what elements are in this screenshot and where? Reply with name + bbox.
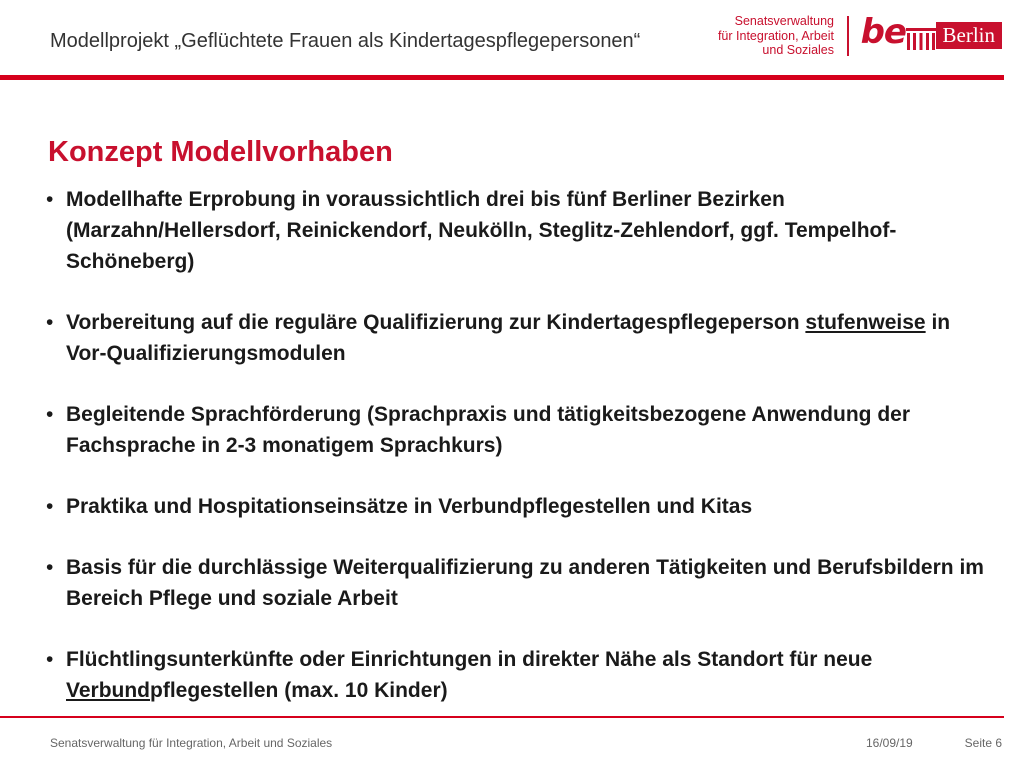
bullet-text: Flüchtlingsunterkünfte oder Einrichtungen in direkter Nähe als Standort für neue (66, 648, 873, 671)
senate-logo (702, 14, 1002, 58)
bullet-item (44, 307, 984, 369)
department-line: für Integration, Arbeit (717, 28, 834, 43)
brandenburg-gate-icon (906, 28, 936, 50)
footer-date: 16/09/19 (866, 736, 913, 750)
bullet-text: Vorbereitung auf die reguläre Qualifizierung zur Kindertagespflegeperson (66, 311, 806, 334)
bullet-item (44, 552, 984, 614)
slide-title: Konzept Modellvorhaben (48, 136, 393, 168)
department-name (718, 14, 834, 58)
bullet-text: Modellhafte Erprobung in voraussichtlich drei bis fünf Berliner Bezirken (Marzahn/Hellersdorf, Reinickendorf, Neukölln, Steglitz-Zehlendorf, ggf. Tempelhof-Schöneberg) (66, 188, 897, 273)
bullet-item (44, 399, 984, 461)
header-divider (0, 75, 1004, 80)
footer-page-number: Seite 6 (964, 736, 1002, 750)
bullet-text: Begleitende Sprachförderung (Sprachpraxis und tätigkeitsbezogene Anwendung der Fachsprache in 2-3 monatigem Sprachkurs) (66, 403, 911, 457)
bullet-text: pflegestellen (max. 10 Kinder) (150, 679, 448, 702)
bullet-text-underlined: stufenweise (805, 311, 926, 334)
bullet-text: Praktika und Hospitationseinsätze in Verbundpflegestellen und Kitas (66, 495, 753, 518)
bullet-text: in Vor-Qualifizierungsmodulen (66, 311, 951, 365)
header-title: Modellprojekt „Geflüchtete Frauen als Kindertagespflegepersonen“ (50, 30, 641, 52)
berlin-label: Berlin (936, 22, 1003, 49)
department-line: Senatsverwaltung (734, 14, 834, 28)
bullet-item (44, 184, 984, 277)
logo-divider (847, 16, 849, 56)
bullet-list (44, 184, 984, 736)
bullet-item (44, 644, 984, 706)
footer-divider (0, 716, 1004, 718)
bullet-item (44, 491, 984, 522)
department-line: und Soziales (762, 43, 834, 57)
footer-organization: Senatsverwaltung für Integration, Arbeit und Soziales (50, 736, 333, 750)
bullet-text: Basis für die durchlässige Weiterqualifizierung zu anderen Tätigkeiten und Berufsbildern im Bereich Pflege und soziale Arbeit (66, 556, 984, 610)
bullet-text-underlined: Verbund (66, 679, 151, 702)
be-mark: be (860, 12, 906, 52)
